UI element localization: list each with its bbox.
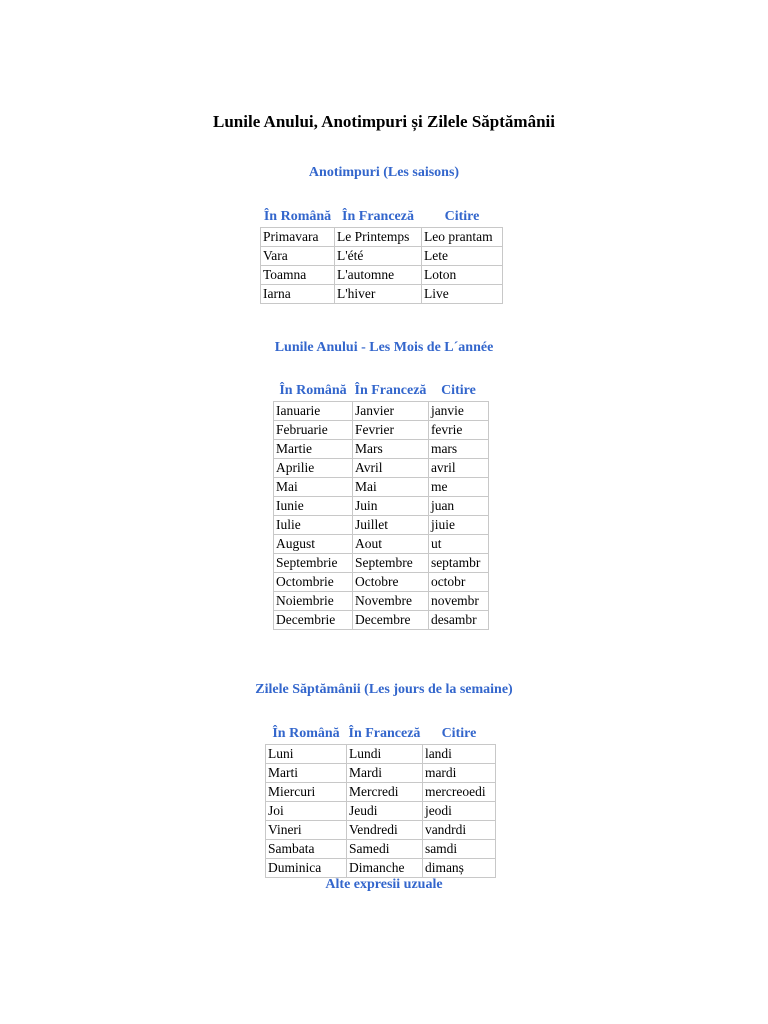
cell-romanian: Joi [266, 802, 347, 821]
cell-romanian: Iulie [274, 516, 353, 535]
cell-french: Aout [353, 535, 429, 554]
table-row [274, 497, 489, 516]
seasons-heading: Anotimpuri (Les saisons) [308, 165, 460, 180]
cell-french: L'hiver [335, 285, 422, 304]
cell-reading: novembr [428, 592, 488, 611]
seasons-table [260, 207, 503, 304]
cell-romanian: Februarie [274, 421, 353, 440]
cell-french: Mercredi [347, 783, 423, 802]
column-header-french: În Franceză [342, 209, 414, 224]
cell-reading: dimanș [422, 859, 495, 878]
cell-french: Jeudi [347, 802, 423, 821]
table-row [274, 554, 489, 573]
months-table [273, 381, 489, 630]
cell-romanian: Toamna [261, 266, 335, 285]
cell-french: Samedi [347, 840, 423, 859]
table-row [261, 228, 503, 247]
other-expressions-heading: Alte expresii uzuale [325, 877, 443, 892]
table-row [274, 421, 489, 440]
column-header-reading: Citire [444, 209, 480, 224]
cell-french: Dimanche [347, 859, 423, 878]
cell-reading: fevrie [428, 421, 488, 440]
seasons-header-row [261, 207, 503, 228]
cell-reading: mardi [422, 764, 495, 783]
table-row [266, 783, 496, 802]
cell-french: Mardi [347, 764, 423, 783]
cell-reading: me [428, 478, 488, 497]
months-header-row [274, 381, 489, 402]
cell-reading: mars [428, 440, 488, 459]
cell-reading: vandrdi [422, 821, 495, 840]
cell-french: Juin [353, 497, 429, 516]
cell-romanian: Iarna [261, 285, 335, 304]
cell-reading: Lete [422, 247, 503, 266]
cell-romanian: Sambata [266, 840, 347, 859]
cell-reading: landi [422, 745, 495, 764]
cell-french: Mai [353, 478, 429, 497]
cell-french: Vendredi [347, 821, 423, 840]
cell-french: Fevrier [353, 421, 429, 440]
table-row [274, 440, 489, 459]
column-header-reading: Citire [441, 726, 477, 741]
table-row [266, 821, 496, 840]
cell-romanian: Vara [261, 247, 335, 266]
cell-romanian: Aprilie [274, 459, 353, 478]
cell-french: Octobre [353, 573, 429, 592]
cell-french: Le Printemps [335, 228, 422, 247]
column-header-french: În Franceză [354, 383, 427, 398]
cell-romanian: Decembrie [274, 611, 353, 630]
cell-reading: jiuie [428, 516, 488, 535]
cell-romanian: Noiembrie [274, 592, 353, 611]
cell-romanian: Octombrie [274, 573, 353, 592]
table-row [274, 402, 489, 421]
table-row [274, 516, 489, 535]
cell-french: Novembre [353, 592, 429, 611]
cell-french: Janvier [353, 402, 429, 421]
months-heading: Lunile Anului - Les Mois de L´année [274, 340, 494, 355]
cell-reading: Live [422, 285, 503, 304]
cell-french: L'été [335, 247, 422, 266]
cell-romanian: Marti [266, 764, 347, 783]
column-header-reading: Citire [441, 383, 476, 398]
table-row [266, 764, 496, 783]
table-row [274, 611, 489, 630]
column-header-french: În Franceză [348, 726, 421, 741]
cell-french: Lundi [347, 745, 423, 764]
cell-reading: avril [428, 459, 488, 478]
cell-romanian: Luni [266, 745, 347, 764]
column-header-romanian: În Română [272, 726, 340, 741]
table-row [274, 592, 489, 611]
cell-french: Mars [353, 440, 429, 459]
cell-romanian: Septembrie [274, 554, 353, 573]
cell-french: Septembre [353, 554, 429, 573]
table-row [266, 745, 496, 764]
table-row [274, 535, 489, 554]
table-row [261, 285, 503, 304]
cell-romanian: Iunie [274, 497, 353, 516]
cell-romanian: Vineri [266, 821, 347, 840]
table-row [274, 573, 489, 592]
document-title: Lunile Anului, Anotimpuri și Zilele Săptămânii [213, 112, 555, 131]
table-row [274, 459, 489, 478]
days-header-row [266, 724, 496, 745]
cell-romanian: Miercuri [266, 783, 347, 802]
days-table [265, 724, 496, 878]
cell-romanian: Duminica [266, 859, 347, 878]
cell-romanian: Ianuarie [274, 402, 353, 421]
table-row [266, 802, 496, 821]
table-row [266, 840, 496, 859]
cell-reading: mercreoedi [422, 783, 495, 802]
cell-romanian: Mai [274, 478, 353, 497]
table-row [261, 247, 503, 266]
cell-romanian: August [274, 535, 353, 554]
cell-reading: septambr [428, 554, 488, 573]
cell-french: Juillet [353, 516, 429, 535]
cell-reading: ut [428, 535, 488, 554]
table-row [261, 266, 503, 285]
column-header-romanian: În Română [279, 383, 347, 398]
cell-romanian: Martie [274, 440, 353, 459]
cell-reading: jeodi [422, 802, 495, 821]
days-heading: Zilele Săptămânii (Les jours de la semaine) [255, 682, 513, 697]
cell-french: Avril [353, 459, 429, 478]
cell-reading: juan [428, 497, 488, 516]
table-row [274, 478, 489, 497]
cell-reading: octobr [428, 573, 488, 592]
table-row [266, 859, 496, 878]
cell-romanian: Primavara [261, 228, 335, 247]
column-header-romanian: În Română [263, 209, 332, 224]
cell-reading: Loton [422, 266, 503, 285]
cell-reading: janvie [428, 402, 488, 421]
cell-french: L'automne [335, 266, 422, 285]
cell-reading: desambr [428, 611, 488, 630]
cell-reading: Leo prantam [422, 228, 503, 247]
cell-reading: samdi [422, 840, 495, 859]
cell-french: Decembre [353, 611, 429, 630]
